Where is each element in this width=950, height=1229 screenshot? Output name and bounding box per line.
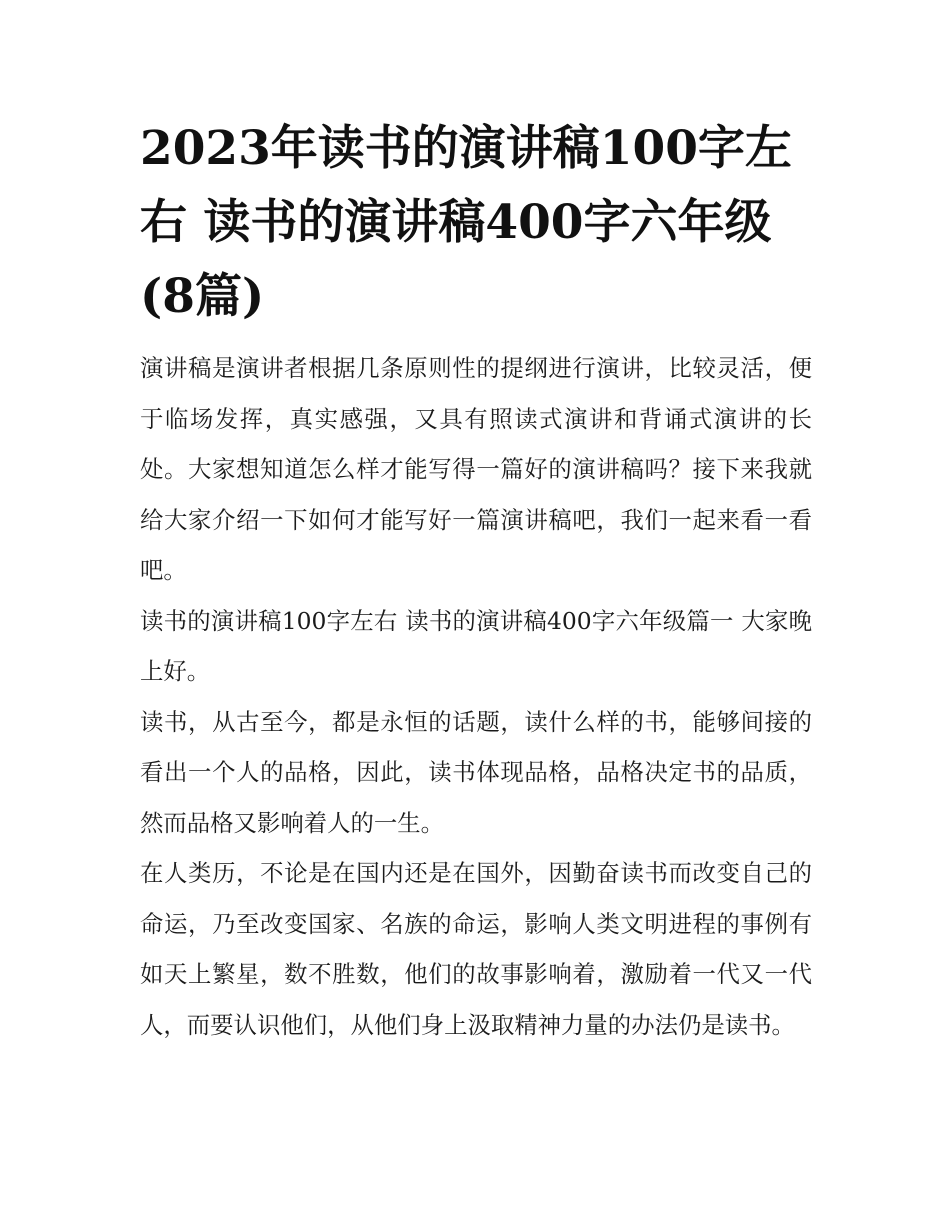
paragraph-section-heading: 读书的演讲稿100字左右 读书的演讲稿400字六年级篇一 大家晚上好。 [140, 606, 812, 685]
document-page [140, 112, 812, 1050]
paragraph-reading-character: 读书，从古至今，都是永恒的话题，读什么样的书，能够间接的看出一个人的品格，因此，读书体现品格，品格决定书的品质，然而品格又影响着人的一生。 [140, 707, 812, 837]
paragraph-history: 在人类历，不论是在国内还是在国外，因勤奋读书而改变自己的命运，乃至改变国家、名族的命运，影响人类文明进程的事例有如天上繁星，数不胜数，他们的故事影响着，激励着一代又一代人，而要认识他们，从他们身上汲取精神力量的办法仍是读书。 [140, 859, 812, 1039]
document-body [140, 343, 812, 1050]
paragraph-intro: 演讲稿是演讲者根据几条原则性的提纲进行演讲，比较灵活，便于临场发挥，真实感强，又具有照读式演讲和背诵式演讲的长处。大家想知道怎么样才能写得一篇好的演讲稿吗？接下来我就给大家介绍一下如何才能写好一篇演讲稿吧，我们一起来看一看吧。 [140, 354, 812, 584]
document-title: 2023年读书的演讲稿100字左右 读书的演讲稿400字六年级(8篇) [140, 121, 792, 324]
